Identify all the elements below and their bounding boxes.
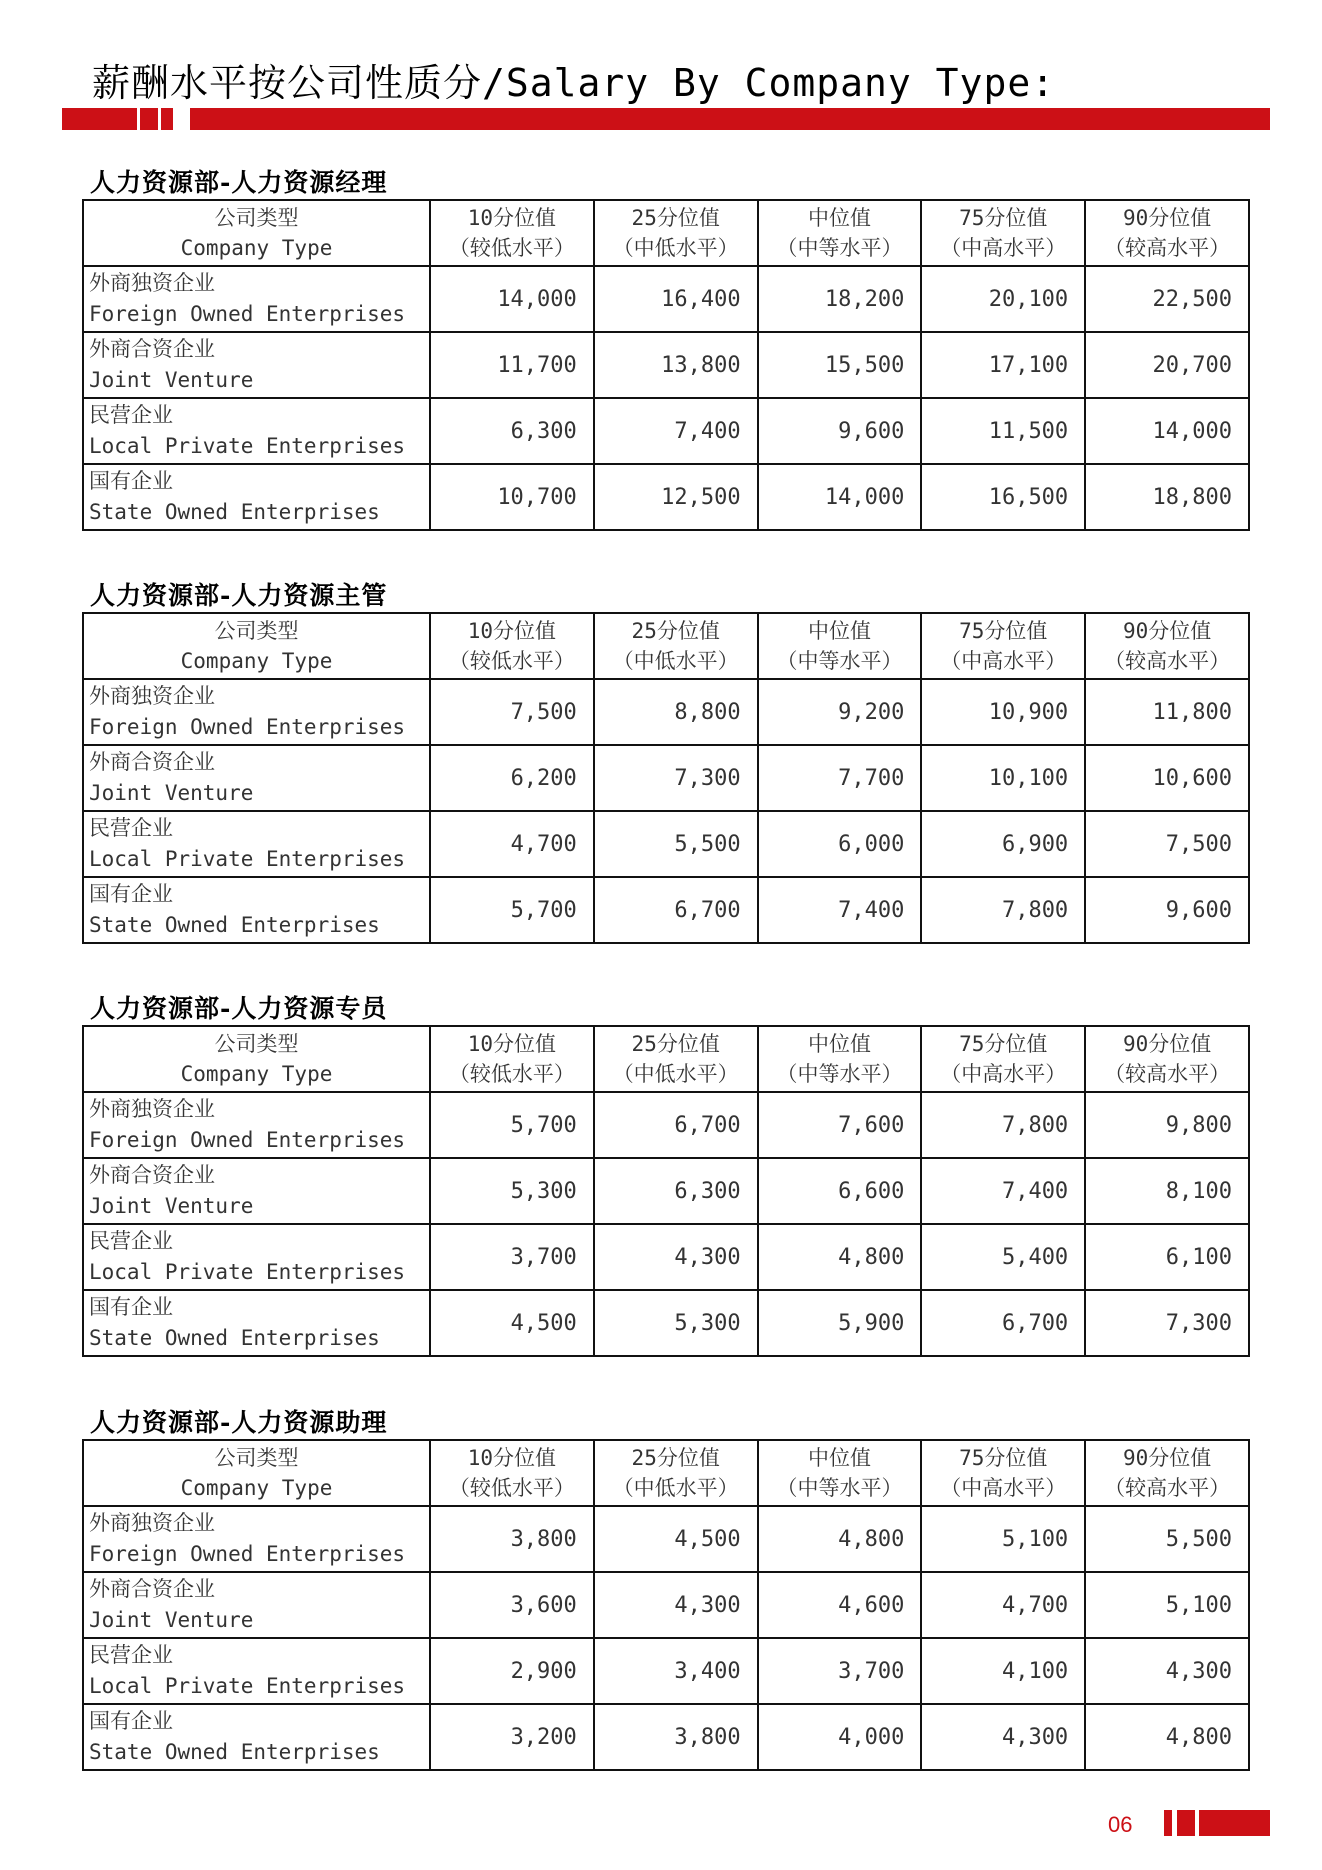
col-header-p75: 75分位值 （中高水平） <box>921 1440 1085 1506</box>
table-row <box>83 1704 1249 1770</box>
page-title: 薪酬水平按公司性质分/Salary By Company Type: <box>92 61 1056 105</box>
header-rule-segment-3 <box>161 108 173 130</box>
salary-p50: 4,600 <box>758 1572 922 1638</box>
salary-p25: 4,500 <box>594 1506 758 1572</box>
table-row <box>83 332 1249 398</box>
table-row <box>83 1224 1249 1290</box>
salary-p75: 4,100 <box>921 1638 1085 1704</box>
salary-table <box>82 199 1250 531</box>
salary-p75: 11,500 <box>921 398 1085 464</box>
salary-p90: 6,100 <box>1085 1224 1249 1290</box>
salary-p25: 3,400 <box>594 1638 758 1704</box>
company-type-cell: 民营企业 Local Private Enterprises <box>83 398 430 464</box>
table-header-row <box>83 1026 1249 1092</box>
salary-table <box>82 1439 1250 1771</box>
salary-p50: 14,000 <box>758 464 922 530</box>
salary-p75: 4,700 <box>921 1572 1085 1638</box>
salary-p90: 4,800 <box>1085 1704 1249 1770</box>
col-header-p50: 中位值 （中等水平） <box>758 613 922 679</box>
company-type-cell: 国有企业 State Owned Enterprises <box>83 464 430 530</box>
salary-p50: 4,000 <box>758 1704 922 1770</box>
table-row <box>83 1506 1249 1572</box>
table-row <box>83 811 1249 877</box>
salary-p25: 6,300 <box>594 1158 758 1224</box>
table-row <box>83 1572 1249 1638</box>
company-type-cell: 国有企业 State Owned Enterprises <box>83 1290 430 1356</box>
salary-p90: 11,800 <box>1085 679 1249 745</box>
col-header-p10: 10分位值 （较低水平） <box>430 1026 594 1092</box>
col-header-p75: 75分位值 （中高水平） <box>921 613 1085 679</box>
company-type-cell: 外商合资企业 Joint Venture <box>83 1572 430 1638</box>
header-rule-segment-1 <box>62 108 137 130</box>
col-header-p25: 25分位值 （中低水平） <box>594 613 758 679</box>
salary-p25: 7,400 <box>594 398 758 464</box>
salary-p90: 20,700 <box>1085 332 1249 398</box>
header-rule-segment-2 <box>140 108 158 130</box>
table-row <box>83 398 1249 464</box>
salary-p50: 7,600 <box>758 1092 922 1158</box>
company-type-cell: 外商合资企业 Joint Venture <box>83 1158 430 1224</box>
salary-p75: 10,100 <box>921 745 1085 811</box>
salary-p50: 9,200 <box>758 679 922 745</box>
table-row <box>83 1158 1249 1224</box>
table-row <box>83 745 1249 811</box>
salary-p75: 20,100 <box>921 266 1085 332</box>
page-number: 06 <box>1108 1812 1133 1837</box>
salary-p90: 5,100 <box>1085 1572 1249 1638</box>
salary-p90: 9,600 <box>1085 877 1249 943</box>
salary-p75: 16,500 <box>921 464 1085 530</box>
col-header-company-type: 公司类型 Company Type <box>83 613 430 679</box>
table-row <box>83 679 1249 745</box>
col-header-p10: 10分位值 （较低水平） <box>430 613 594 679</box>
company-type-cell: 外商合资企业 Joint Venture <box>83 332 430 398</box>
salary-p90: 10,600 <box>1085 745 1249 811</box>
salary-p25: 13,800 <box>594 332 758 398</box>
salary-p25: 12,500 <box>594 464 758 530</box>
col-header-p50: 中位值 （中等水平） <box>758 1026 922 1092</box>
company-type-cell: 外商独资企业 Foreign Owned Enterprises <box>83 266 430 332</box>
salary-p10: 14,000 <box>430 266 594 332</box>
salary-p10: 4,500 <box>430 1290 594 1356</box>
salary-p90: 22,500 <box>1085 266 1249 332</box>
col-header-p75: 75分位值 （中高水平） <box>921 200 1085 266</box>
table-row <box>83 1638 1249 1704</box>
salary-p10: 10,700 <box>430 464 594 530</box>
company-type-cell: 国有企业 State Owned Enterprises <box>83 877 430 943</box>
salary-p25: 16,400 <box>594 266 758 332</box>
salary-p10: 5,700 <box>430 877 594 943</box>
header-rule-main <box>190 108 1270 130</box>
col-header-p10: 10分位值 （较低水平） <box>430 200 594 266</box>
col-header-p75: 75分位值 （中高水平） <box>921 1026 1085 1092</box>
section-title: 人力资源部-人力资源主管 <box>90 581 388 610</box>
salary-p25: 7,300 <box>594 745 758 811</box>
salary-p75: 7,800 <box>921 1092 1085 1158</box>
salary-p50: 4,800 <box>758 1224 922 1290</box>
col-header-p90: 90分位值 （较高水平） <box>1085 1440 1249 1506</box>
salary-p50: 3,700 <box>758 1638 922 1704</box>
salary-p90: 14,000 <box>1085 398 1249 464</box>
footer-rule-segment-2 <box>1177 1810 1195 1836</box>
col-header-company-type: 公司类型 Company Type <box>83 1026 430 1092</box>
salary-p75: 7,400 <box>921 1158 1085 1224</box>
salary-p25: 6,700 <box>594 877 758 943</box>
section-title: 人力资源部-人力资源专员 <box>90 994 388 1023</box>
salary-p25: 4,300 <box>594 1224 758 1290</box>
company-type-cell: 外商独资企业 Foreign Owned Enterprises <box>83 1506 430 1572</box>
salary-p90: 7,500 <box>1085 811 1249 877</box>
salary-p25: 5,500 <box>594 811 758 877</box>
salary-p10: 7,500 <box>430 679 594 745</box>
salary-p25: 8,800 <box>594 679 758 745</box>
salary-p10: 3,200 <box>430 1704 594 1770</box>
salary-p50: 9,600 <box>758 398 922 464</box>
salary-p90: 18,800 <box>1085 464 1249 530</box>
salary-p90: 7,300 <box>1085 1290 1249 1356</box>
company-type-cell: 外商独资企业 Foreign Owned Enterprises <box>83 679 430 745</box>
footer-rule-segment-3 <box>1199 1810 1270 1836</box>
col-header-p25: 25分位值 （中低水平） <box>594 1440 758 1506</box>
col-header-p25: 25分位值 （中低水平） <box>594 200 758 266</box>
salary-p10: 3,700 <box>430 1224 594 1290</box>
salary-p90: 9,800 <box>1085 1092 1249 1158</box>
col-header-p90: 90分位值 （较高水平） <box>1085 200 1249 266</box>
table-header-row <box>83 613 1249 679</box>
salary-p90: 4,300 <box>1085 1638 1249 1704</box>
salary-p50: 7,400 <box>758 877 922 943</box>
col-header-p50: 中位值 （中等水平） <box>758 1440 922 1506</box>
salary-p75: 6,900 <box>921 811 1085 877</box>
salary-p25: 3,800 <box>594 1704 758 1770</box>
table-row <box>83 464 1249 530</box>
salary-p50: 5,900 <box>758 1290 922 1356</box>
table-row <box>83 1290 1249 1356</box>
col-header-p10: 10分位值 （较低水平） <box>430 1440 594 1506</box>
company-type-cell: 国有企业 State Owned Enterprises <box>83 1704 430 1770</box>
col-header-p50: 中位值 （中等水平） <box>758 200 922 266</box>
salary-p10: 4,700 <box>430 811 594 877</box>
table-row <box>83 877 1249 943</box>
col-header-company-type: 公司类型 Company Type <box>83 1440 430 1506</box>
salary-p75: 17,100 <box>921 332 1085 398</box>
salary-p10: 3,600 <box>430 1572 594 1638</box>
salary-p10: 2,900 <box>430 1638 594 1704</box>
salary-p75: 4,300 <box>921 1704 1085 1770</box>
col-header-p25: 25分位值 （中低水平） <box>594 1026 758 1092</box>
salary-p10: 6,300 <box>430 398 594 464</box>
table-row <box>83 1092 1249 1158</box>
salary-p75: 7,800 <box>921 877 1085 943</box>
salary-p75: 5,100 <box>921 1506 1085 1572</box>
company-type-cell: 民营企业 Local Private Enterprises <box>83 1224 430 1290</box>
table-header-row <box>83 200 1249 266</box>
company-type-cell: 外商合资企业 Joint Venture <box>83 745 430 811</box>
salary-p90: 8,100 <box>1085 1158 1249 1224</box>
company-type-cell: 民营企业 Local Private Enterprises <box>83 1638 430 1704</box>
salary-p50: 6,000 <box>758 811 922 877</box>
col-header-company-type: 公司类型 Company Type <box>83 200 430 266</box>
table-header-row <box>83 1440 1249 1506</box>
salary-table <box>82 1025 1250 1357</box>
salary-p10: 3,800 <box>430 1506 594 1572</box>
salary-p10: 5,300 <box>430 1158 594 1224</box>
salary-p50: 4,800 <box>758 1506 922 1572</box>
salary-p50: 7,700 <box>758 745 922 811</box>
table-row <box>83 266 1249 332</box>
salary-p75: 10,900 <box>921 679 1085 745</box>
salary-p10: 11,700 <box>430 332 594 398</box>
salary-p25: 4,300 <box>594 1572 758 1638</box>
salary-p90: 5,500 <box>1085 1506 1249 1572</box>
company-type-cell: 民营企业 Local Private Enterprises <box>83 811 430 877</box>
salary-p75: 5,400 <box>921 1224 1085 1290</box>
section-title: 人力资源部-人力资源助理 <box>90 1408 388 1437</box>
salary-p10: 5,700 <box>430 1092 594 1158</box>
footer-rule-segment-1 <box>1164 1810 1172 1836</box>
col-header-p90: 90分位值 （较高水平） <box>1085 1026 1249 1092</box>
salary-p10: 6,200 <box>430 745 594 811</box>
salary-p25: 5,300 <box>594 1290 758 1356</box>
col-header-p90: 90分位值 （较高水平） <box>1085 613 1249 679</box>
salary-p25: 6,700 <box>594 1092 758 1158</box>
salary-p50: 18,200 <box>758 266 922 332</box>
section-title: 人力资源部-人力资源经理 <box>90 168 388 197</box>
salary-p50: 6,600 <box>758 1158 922 1224</box>
company-type-cell: 外商独资企业 Foreign Owned Enterprises <box>83 1092 430 1158</box>
salary-p75: 6,700 <box>921 1290 1085 1356</box>
salary-table <box>82 612 1250 944</box>
salary-p50: 15,500 <box>758 332 922 398</box>
